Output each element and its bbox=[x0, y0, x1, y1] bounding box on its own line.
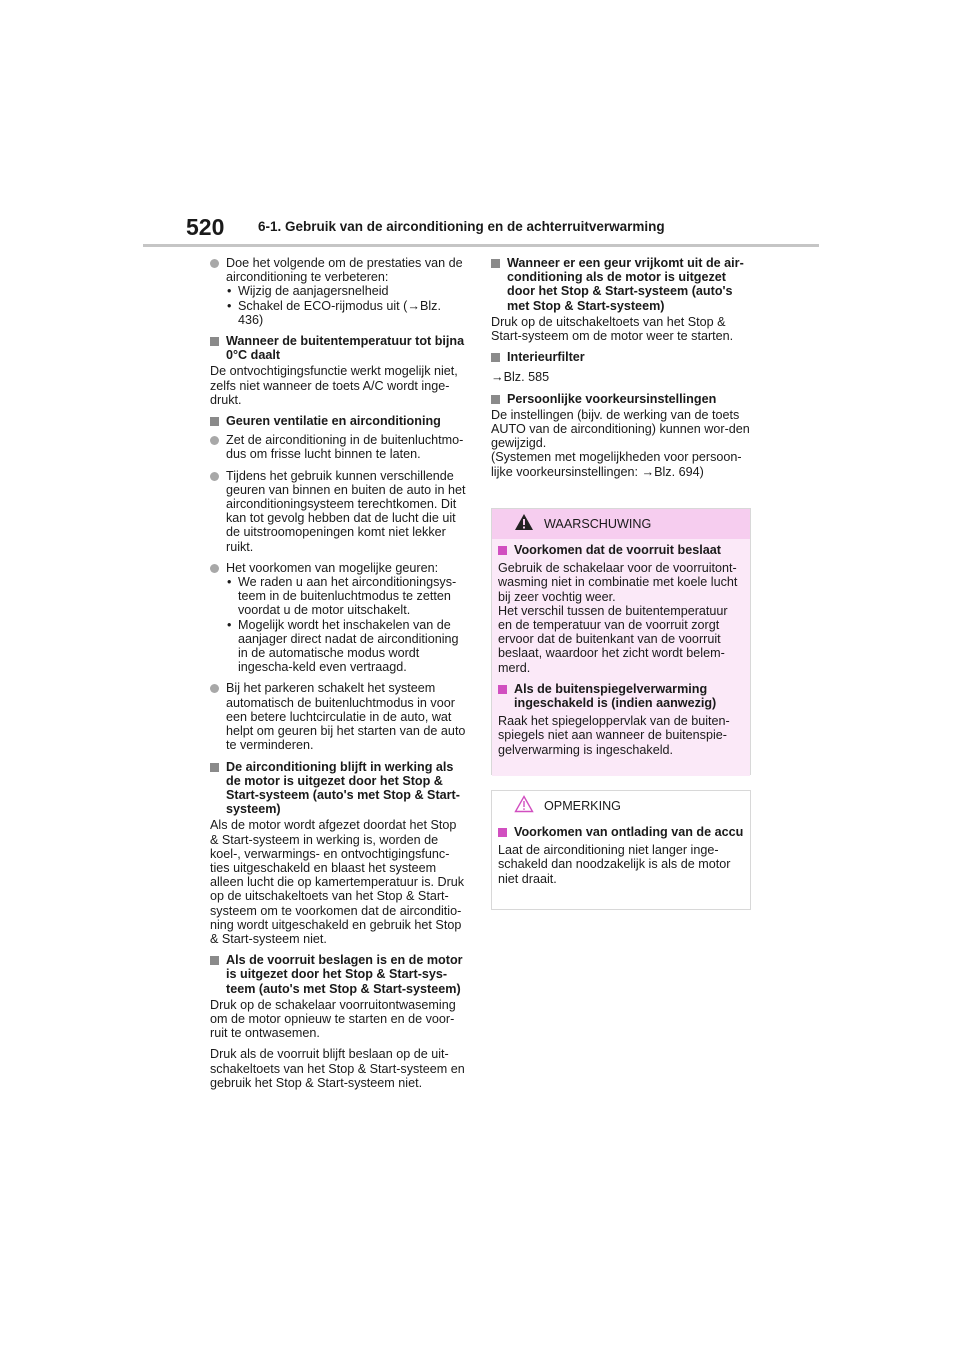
square-bullet-icon bbox=[498, 546, 507, 555]
sub-item bbox=[226, 618, 466, 675]
sub-item bbox=[226, 284, 466, 298]
bullet-text: Het voorkomen van mogelijke geuren: bbox=[226, 560, 439, 575]
notice-triangle-icon bbox=[514, 795, 534, 813]
header-divider bbox=[143, 244, 819, 247]
note-label: OPMERKING bbox=[544, 799, 621, 813]
warning-heading bbox=[498, 682, 744, 710]
note-box bbox=[491, 790, 751, 910]
bullet-dot-icon bbox=[210, 436, 219, 445]
section-heading bbox=[210, 414, 466, 428]
square-bullet-icon bbox=[491, 259, 500, 268]
paragraph: Druk op de schakelaar voorruitontwaseming om de motor opnieuw te starten en de voor-ruit te ontwasemen. bbox=[210, 997, 456, 1041]
note-header bbox=[492, 791, 750, 821]
heading-text: Geuren ventilatie en airconditioning bbox=[226, 414, 441, 429]
sub-item bbox=[226, 575, 466, 618]
heading-text: Wanneer de buitentemperatuur tot bijna 0°C daalt bbox=[226, 334, 465, 363]
note-heading bbox=[498, 825, 744, 839]
paragraph: Het verschil tussen de buitentemperatuur en de temperatuur van de voorruit zorgt ervoor dat de buitenkant van de voorruit beslaat, waardoor het zicht wordt belem-merd. bbox=[498, 603, 728, 675]
paragraph: Laat de airconditioning niet langer inge-schakeld dan noodzakelijk is als de motor niet draait. bbox=[498, 843, 731, 886]
left-column bbox=[210, 256, 466, 1097]
bullet-text: Doe het volgende om de prestaties van de airconditioning te verbeteren: bbox=[226, 256, 463, 285]
bullet-mark-icon: • bbox=[227, 284, 232, 299]
square-bullet-icon bbox=[498, 828, 507, 837]
page-reference: →Blz. 585 bbox=[491, 370, 550, 385]
sub-item-text: Schakel de ECO-rijmodus uit (→Blz. 436) bbox=[238, 298, 441, 327]
paragraph: Druk op de uitschakeltoets van het Stop & Start-systeem om de motor weer te starten. bbox=[491, 314, 734, 344]
square-bullet-icon bbox=[210, 956, 219, 965]
square-bullet-icon bbox=[491, 395, 500, 404]
note-body bbox=[492, 821, 750, 899]
sub-item-text: We raden u aan het airconditioningsys-teem in de buitenluchtmodus te zetten voordat u de motor uitschakelt. bbox=[238, 575, 457, 618]
bullet-dot-icon bbox=[210, 684, 219, 693]
square-bullet-icon bbox=[210, 763, 219, 772]
bullet-text: Zet de airconditioning in de buitenluchtmo-dus om frisse lucht binnen te laten. bbox=[226, 433, 464, 462]
heading-text: Als de buitenspiegelverwarming ingeschakeld is (indien aanwezig) bbox=[514, 681, 717, 711]
right-column bbox=[491, 256, 751, 486]
paragraph: Als de motor wordt afgezet doordat het Stop & Start-systeem in werking is, worden de koel-, verwarmings- en ontvochtigingsfunc-ties uitgeschakeld en blaast het systeem alleen lucht die op kamertemperatuur is. Druk op de uitschakeltoets van het Stop & Start-systeem om te voorkomen dat de airconditio-ning wordt uitgeschakeld en gebruik het Stop & Start-systeem niet. bbox=[210, 818, 465, 946]
warning-triangle-icon bbox=[514, 513, 534, 531]
list-item bbox=[210, 681, 466, 752]
heading-text: De airconditioning blijft in werking als de motor is uitgezet door het Stop & Start-systeem (auto's met Stop & Start-systeem) bbox=[226, 759, 460, 817]
section-heading bbox=[210, 953, 466, 996]
page-number: 520 bbox=[186, 214, 225, 240]
warning-body bbox=[492, 539, 750, 776]
square-bullet-icon bbox=[491, 353, 500, 362]
heading-text: Persoonlijke voorkeursinstellingen bbox=[507, 391, 717, 406]
bullet-mark-icon: • bbox=[227, 575, 232, 590]
bullet-mark-icon: • bbox=[227, 298, 232, 313]
warning-heading bbox=[498, 543, 744, 557]
sub-item bbox=[226, 299, 466, 327]
sub-item-text: Mogelijk wordt het inschakelen van de aanjager direct nadat de airconditioning in de automatische modus wordt ingescha-keld even vertraagd. bbox=[238, 617, 459, 675]
paragraph: (Systemen met mogelijkheden voor persoon-lijke voorkeursinstellingen: →Blz. 694) bbox=[491, 450, 742, 479]
paragraph: Gebruik de schakelaar voor de voorruitont-wasming niet in combinatie met koele lucht bij zeer vochtig weer. bbox=[498, 561, 738, 604]
square-bullet-icon bbox=[210, 417, 219, 426]
bullet-text: Bij het parkeren schakelt het systeem automatisch de buitenluchtmodus in voor een betere luchtcirculatie in de auto, wat helpt om geuren bij het starten van de auto te verminderen. bbox=[226, 681, 466, 753]
warning-box bbox=[491, 508, 751, 775]
heading-text: Als de voorruit beslagen is en de motor is uitgezet door het Stop & Start-sys-teem (auto's met Stop & Start-systeem) bbox=[226, 953, 463, 996]
heading-text: Voorkomen van ontlading van de accu bbox=[514, 825, 744, 839]
list-item bbox=[210, 433, 466, 461]
section-heading bbox=[491, 350, 751, 364]
warning-header bbox=[492, 509, 750, 539]
square-bullet-icon bbox=[498, 685, 507, 694]
paragraph: De ontvochtigingsfunctie werkt mogelijk niet, zelfs niet wanneer de toets A/C wordt inge-drukt. bbox=[210, 364, 458, 407]
heading-text: Interieurfilter bbox=[507, 350, 585, 365]
bullet-mark-icon: • bbox=[227, 617, 232, 632]
paragraph: Raak het spiegeloppervlak van de buiten-spiegels niet aan wanneer de buitenspie-gelverwarming is ingeschakeld. bbox=[498, 714, 730, 757]
paragraph: De instellingen (bijv. de werking van de toets AUTO van de airconditioning) kunnen wor-den gewijzigd. bbox=[491, 407, 750, 451]
list-item bbox=[210, 256, 466, 327]
bullet-dot-icon bbox=[210, 564, 219, 573]
section-heading bbox=[210, 760, 466, 817]
section-heading bbox=[491, 256, 751, 313]
section-title: 6-1. Gebruik van de airconditioning en de achterruitverwarming bbox=[258, 219, 665, 234]
section-heading bbox=[210, 334, 466, 362]
square-bullet-icon bbox=[210, 337, 219, 346]
heading-text: Voorkomen dat de voorruit beslaat bbox=[514, 543, 721, 557]
heading-text: Wanneer er een geur vrijkomt uit de air-conditioning als de motor is uitgezet door het Stop & Start-systeem (auto's met Stop & Start-systeem) bbox=[507, 256, 744, 313]
bullet-dot-icon bbox=[210, 259, 219, 268]
warning-label: WAARSCHUWING bbox=[544, 517, 652, 531]
list-item bbox=[210, 561, 466, 675]
section-heading bbox=[491, 392, 751, 406]
bullet-dot-icon bbox=[210, 472, 219, 481]
paragraph: Druk als de voorruit blijft beslaan op de uit-schakeltoets van het Stop & Start-systeem en gebruik het Stop & Start-systeem niet. bbox=[210, 1047, 465, 1090]
bullet-text: Tijdens het gebruik kunnen verschillende geuren van binnen en buiten de auto in het airconditioningsysteem terechtkomen. Dit kan tot gevolg hebben dat de lucht die uit de uitstroomopeningen komt niet lekker ruikt. bbox=[226, 468, 466, 554]
sub-item-text: Wijzig de aanjagersnelheid bbox=[238, 284, 389, 299]
list-item bbox=[210, 469, 466, 554]
